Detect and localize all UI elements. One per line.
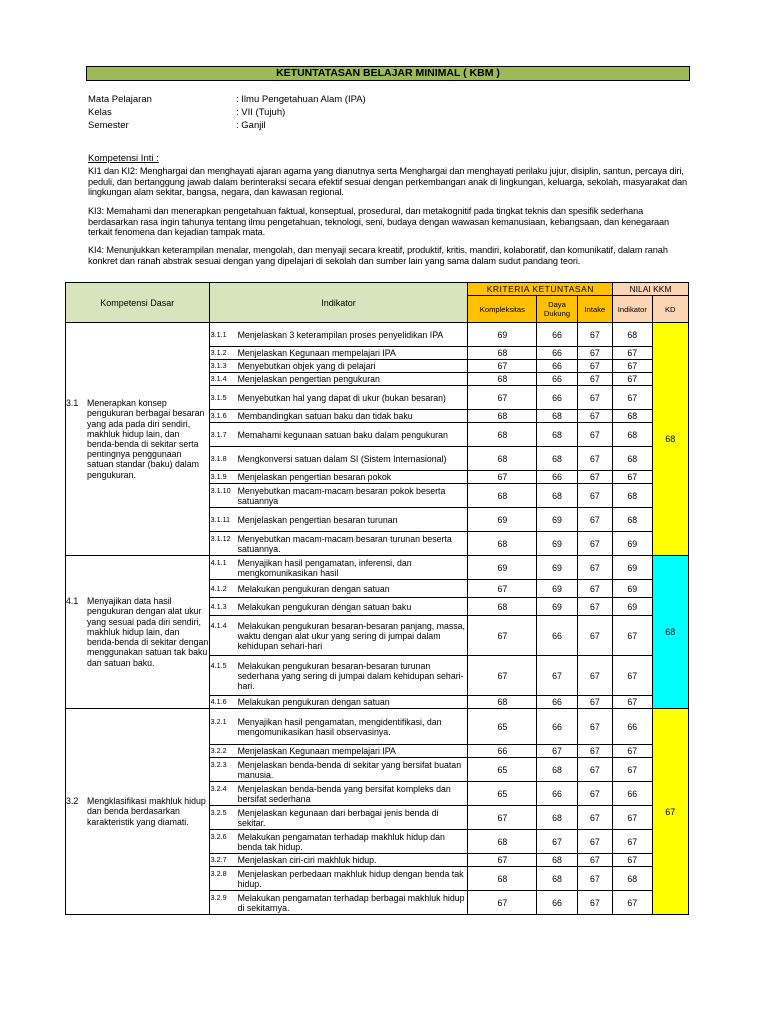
header-kompleksitas: Kompleksitas (468, 296, 537, 323)
nilai-indikator-value: 69 (613, 556, 652, 580)
kd-text: Menyajikan data hasil pengukuran dengan alat ukur yang sesuai pada diri sendiri, makhluk hidup lain, dan benda-benda di sekitar dengan menggunakan satuan tak baku dan satuan baku. (87, 596, 209, 668)
indikator-number: 3.1.12 (210, 533, 231, 543)
kompleksitas-value: 67 (468, 806, 537, 830)
indikator-cell (209, 323, 468, 347)
indikator-text: Menyebutkan hal yang dapat di ukur (bukan besaran) (237, 392, 446, 403)
nilai-indikator-value: 68 (613, 423, 652, 447)
indikator-text: Menjelaskan Kegunaan mempelajari IPA (237, 746, 396, 756)
indikator-number: 3.1.1 (210, 329, 227, 339)
page-title: KETUNTATASAN BELAJAR MINIMAL ( KBM ) (86, 66, 690, 81)
indikator-number: 3.1.8 (210, 453, 227, 463)
indikator-text: Menjelaskan Kegunaan mempelajari IPA (237, 348, 396, 358)
indikator-cell (209, 891, 468, 915)
kbm-table (65, 282, 689, 915)
nilai-indikator-value: 68 (613, 508, 652, 532)
intake-value: 67 (577, 532, 612, 556)
kd-number: 3.2 (66, 796, 79, 807)
indikator-number: 4.1.6 (210, 697, 227, 706)
intake-value: 67 (577, 580, 612, 598)
intake-value: 67 (577, 616, 612, 656)
indikator-number: 4.1.2 (210, 583, 227, 593)
kompleksitas-value: 68 (468, 830, 537, 854)
indikator-text: Melakukan pengukuran besaran-besaran panjang, massa, waktu dengan alat ukur yang sering di jumpai dalam kehidupan sehari-hari (237, 620, 465, 651)
meta-label: Kelas (88, 107, 112, 118)
indikator-cell (209, 423, 468, 447)
kompleksitas-value: 67 (468, 580, 537, 598)
kompleksitas-value: 68 (468, 347, 537, 360)
meta-value: : Ilmu Pengetahuan Alam (IPA) (236, 94, 366, 105)
kompetensi-dasar-cell (66, 323, 210, 556)
intake-value: 67 (577, 386, 612, 410)
daya-dukung-value: 68 (537, 758, 577, 782)
indikator-number: 3.2.7 (210, 855, 227, 864)
daya-dukung-value: 68 (537, 854, 577, 867)
indikator-number: 3.1.5 (210, 392, 227, 402)
intake-value: 67 (577, 484, 612, 508)
daya-dukung-value: 69 (537, 508, 577, 532)
header-kriteria-ketuntasan: KRITERIA KETUNTASAN (468, 283, 613, 296)
intake-value: 67 (577, 656, 612, 696)
daya-dukung-value: 66 (537, 782, 577, 806)
indikator-cell (209, 782, 468, 806)
nilai-indikator-value: 67 (613, 854, 652, 867)
indikator-cell (209, 656, 468, 696)
indikator-number: 3.2.2 (210, 746, 227, 755)
nilai-indikator-value: 68 (613, 323, 652, 347)
nilai-indikator-value: 67 (613, 656, 652, 696)
kompleksitas-value: 68 (468, 867, 537, 891)
daya-dukung-value: 68 (537, 484, 577, 508)
daya-dukung-value: 67 (537, 830, 577, 854)
indikator-cell (209, 532, 468, 556)
nilai-indikator-value: 67 (613, 806, 652, 830)
header-indikator: Indikator (209, 283, 468, 323)
intake-value: 67 (577, 556, 612, 580)
intake-value: 67 (577, 447, 612, 471)
header-kompetensi-dasar: Kompetensi Dasar (66, 283, 210, 323)
indikator-text: Melakukan pengamatan terhadap berbagai makhluk hidup di sekitarnya. (237, 892, 465, 913)
nilai-indikator-value: 67 (613, 386, 652, 410)
nilai-indikator-value: 67 (613, 347, 652, 360)
table-row (66, 709, 689, 745)
nilai-indikator-value: 68 (613, 447, 652, 471)
indikator-text: Menjelaskan ciri-ciri makhluk hidup. (237, 855, 377, 865)
intake-value: 67 (577, 508, 612, 532)
kompleksitas-value: 67 (468, 854, 537, 867)
nilai-indikator-value: 67 (613, 745, 652, 758)
indikator-number: 4.1.4 (210, 620, 227, 630)
indikator-text: Melakukan pengukuran dengan satuan baku (237, 601, 412, 612)
indikator-cell (209, 745, 468, 758)
intake-value: 67 (577, 373, 612, 386)
indikator-number: 3.2.9 (210, 892, 227, 902)
indikator-cell (209, 347, 468, 360)
indikator-cell (209, 806, 468, 830)
daya-dukung-value: 66 (537, 471, 577, 484)
indikator-number: 3.1.3 (210, 361, 227, 370)
kompleksitas-value: 67 (468, 471, 537, 484)
indikator-text: Menyajikan hasil pengamatan, mengidentifikasi, dan mengomunikasikan hasil observasinya. (237, 716, 442, 737)
nilai-kd-value: 68 (652, 556, 688, 709)
kompleksitas-value: 65 (468, 709, 537, 745)
header-kd-value: KD (652, 296, 688, 323)
nilai-indikator-value: 68 (613, 484, 652, 508)
indikator-cell (209, 508, 468, 532)
indikator-number: 4.1.1 (210, 557, 227, 567)
kd-text: Mengklasifikasi makhluk hidup dan benda berdasarkan karakteristik yang diamati. (87, 796, 206, 827)
nilai-indikator-value: 66 (613, 709, 652, 745)
indikator-text: Melakukan pengukuran dengan satuan (237, 697, 390, 707)
meta-label: Mata Pelajaran (88, 94, 152, 105)
indikator-text: Melakukan pengukuran dengan satuan (237, 583, 390, 594)
kompleksitas-value: 67 (468, 386, 537, 410)
intake-value: 67 (577, 806, 612, 830)
intake-value: 67 (577, 410, 612, 423)
nilai-indikator-value: 69 (613, 598, 652, 616)
ki1-ki2-paragraph: KI1 dan KI2: Menghargai dan menghayati ajaran agama yang dianutnya serta Menghargai dan menghayati perilaku jujur, disiplin, santun, percaya diri, peduli, dan bertanggung jawab dalam berinteraksi secara efektif sesuai dengan perkembangan anak di lingkungan, keluarga, sekolah, masyarakat dan lingkungan alam sekitar, bangsa, negara, dan kawasan regional. (88, 166, 688, 198)
kompleksitas-value: 65 (468, 782, 537, 806)
indikator-text: Menyebutkan objek yang di pelajari (237, 361, 376, 371)
daya-dukung-value: 67 (537, 656, 577, 696)
nilai-indikator-value: 67 (613, 696, 652, 709)
indikator-text: Menjelaskan perbedaan makhluk hidup dengan benda tak hidup. (237, 868, 464, 889)
table-row (66, 323, 689, 347)
indikator-cell (209, 616, 468, 656)
indikator-text: Menjelaskan pengertian besaran turunan (237, 514, 398, 525)
nilai-indikator-value: 67 (613, 373, 652, 386)
nilai-indikator-value: 68 (613, 867, 652, 891)
header-intake: Intake (577, 296, 612, 323)
nilai-indikator-value: 67 (613, 616, 652, 656)
intake-value: 67 (577, 347, 612, 360)
kompleksitas-value: 67 (468, 616, 537, 656)
indikator-text: Memahami kegunaan satuan baku dalam pengukuran (237, 429, 448, 440)
indikator-cell (209, 696, 468, 709)
daya-dukung-value: 66 (537, 616, 577, 656)
indikator-cell (209, 854, 468, 867)
daya-dukung-value: 66 (537, 373, 577, 386)
daya-dukung-value: 66 (537, 360, 577, 373)
daya-dukung-value: 67 (537, 745, 577, 758)
daya-dukung-value: 66 (537, 323, 577, 347)
intake-value: 67 (577, 423, 612, 447)
indikator-cell (209, 867, 468, 891)
indikator-cell (209, 709, 468, 745)
indikator-number: 3.2.6 (210, 831, 227, 841)
kompleksitas-value: 68 (468, 373, 537, 386)
intake-value: 67 (577, 830, 612, 854)
indikator-number: 3.2.5 (210, 807, 227, 817)
intake-value: 67 (577, 891, 612, 915)
kompleksitas-value: 69 (468, 508, 537, 532)
nilai-indikator-value: 69 (613, 532, 652, 556)
indikator-cell (209, 447, 468, 471)
indikator-text: Menjelaskan pengertian pengukuran (237, 374, 380, 384)
kompleksitas-value: 68 (468, 447, 537, 471)
intake-value: 67 (577, 854, 612, 867)
nilai-kd-value: 68 (652, 323, 688, 556)
indikator-text: Melakukan pengamatan terhadap makhluk hidup dan benda tak hidup. (237, 831, 445, 852)
daya-dukung-value: 68 (537, 806, 577, 830)
ki3-paragraph: KI3: Memahami dan menerapkan pengetahuan faktual, konseptual, prosedural, dan metakognitif pada tingkat teknis dan spesifik sederhana berdasarkan rasa ingin tahunya tentang ilmu pengetahuan, teknologi, seni, budaya dengan wawasan kemanusiaan, kebangsaan, dan kenegaraan terkait fenomena dan kejadian tampak mata. (88, 206, 670, 238)
kd-number: 3.1 (66, 398, 79, 409)
kompetensi-dasar-cell (66, 709, 210, 915)
meta-label: Semester (88, 120, 129, 131)
daya-dukung-value: 69 (537, 556, 577, 580)
indikator-number: 4.1.5 (210, 660, 227, 670)
kompleksitas-value: 67 (468, 360, 537, 373)
indikator-cell (209, 373, 468, 386)
indikator-text: Membandingkan satuan baku dan tidak baku (237, 411, 413, 421)
intake-value: 67 (577, 471, 612, 484)
intake-value: 67 (577, 758, 612, 782)
kompleksitas-value: 68 (468, 696, 537, 709)
indikator-number: 3.2.8 (210, 868, 227, 878)
indikator-number: 3.1.4 (210, 374, 227, 383)
kompleksitas-value: 69 (468, 556, 537, 580)
daya-dukung-value: 66 (537, 386, 577, 410)
indikator-cell (209, 556, 468, 580)
daya-dukung-value: 66 (537, 891, 577, 915)
daya-dukung-value: 68 (537, 410, 577, 423)
indikator-text: Menjelaskan kegunaan dari berbagai jenis benda di sekitar. (237, 807, 439, 828)
nilai-indikator-value: 67 (613, 758, 652, 782)
header-indikator-value: Indikator (613, 296, 652, 323)
indikator-text: Menyebutkan macam-macam besaran pokok beserta satuannya (237, 485, 446, 506)
intake-value: 67 (577, 696, 612, 709)
daya-dukung-value: 69 (537, 532, 577, 556)
kompleksitas-value: 68 (468, 423, 537, 447)
indikator-text: Menjelaskan pengertian besaran pokok (237, 472, 392, 482)
kbm-table-body (66, 323, 689, 915)
indikator-text: Menyebutkan macam-macam besaran turunan beserta satuannya. (237, 533, 452, 554)
table-row (66, 556, 689, 580)
intake-value: 67 (577, 360, 612, 373)
indikator-number: 3.2.4 (210, 783, 227, 793)
header-daya-dukung: Daya Dukung (537, 296, 577, 323)
indikator-number: 3.1.6 (210, 411, 227, 420)
daya-dukung-value: 69 (537, 580, 577, 598)
daya-dukung-value: 68 (537, 423, 577, 447)
kompleksitas-value: 68 (468, 532, 537, 556)
indikator-cell (209, 830, 468, 854)
indikator-number: 3.1.9 (210, 472, 227, 481)
indikator-number: 3.2.1 (210, 716, 227, 726)
kompleksitas-value: 68 (468, 410, 537, 423)
indikator-cell (209, 484, 468, 508)
indikator-text: Menjelaskan 3 keterampilan proses penyelidikan IPA (237, 329, 444, 340)
nilai-kd-value: 67 (652, 709, 688, 915)
indikator-cell (209, 360, 468, 373)
daya-dukung-value: 68 (537, 867, 577, 891)
ki4-paragraph: KI4: Menunjukkan keterampilan menalar, mengolah, dan menyaji secara kreatif, produktif, kritis, mandiri, kolaboratif, dan komunikatif, dalam ranah konkret dan ranah abstrak sesuai dengan yang dipelajari di sekolah dan sumber lain yang sama dalam sudut pandang teori. (88, 245, 668, 266)
intake-value: 67 (577, 709, 612, 745)
daya-dukung-value: 66 (537, 696, 577, 709)
indikator-text: Melakukan pengukuran besaran-besaran turunan sederhana yang sering di jumpai dalam kehidupan sehari-hari. (237, 660, 464, 691)
kompetensi-dasar-cell (66, 556, 210, 709)
indikator-number: 3.1.2 (210, 348, 227, 357)
indikator-text: Menjelaskan benda-benda di sekitar yang bersifat buatan manusia. (237, 759, 462, 780)
kompetensi-inti-heading: Kompetensi Inti : (88, 153, 159, 164)
intake-value: 67 (577, 598, 612, 616)
indikator-number: 3.1.7 (210, 429, 227, 439)
indikator-cell (209, 598, 468, 616)
intake-value: 67 (577, 782, 612, 806)
meta-value: : VII (Tujuh) (236, 107, 286, 118)
indikator-cell (209, 580, 468, 598)
kompleksitas-value: 68 (468, 484, 537, 508)
indikator-cell (209, 410, 468, 423)
kompleksitas-value: 67 (468, 891, 537, 915)
nilai-indikator-value: 67 (613, 830, 652, 854)
indikator-number: 3.1.11 (210, 514, 231, 524)
nilai-indikator-value: 67 (613, 891, 652, 915)
indikator-cell (209, 471, 468, 484)
nilai-indikator-value: 68 (613, 410, 652, 423)
meta-value: : Ganjil (236, 120, 266, 131)
intake-value: 67 (577, 323, 612, 347)
kd-text: Menerapkan konsep pengukuran berbagai besaran yang ada pada diri sendiri, makhluk hidup lain, dan benda-benda di sekitar serta pentingnya penggunaan satuan standar (baku) dalam pengukuran. (87, 398, 205, 480)
intake-value: 67 (577, 867, 612, 891)
daya-dukung-value: 68 (537, 447, 577, 471)
indikator-number: 3.1.10 (210, 485, 231, 495)
kompleksitas-value: 69 (468, 323, 537, 347)
kompleksitas-value: 65 (468, 758, 537, 782)
nilai-indikator-value: 66 (613, 782, 652, 806)
daya-dukung-value: 66 (537, 709, 577, 745)
indikator-text: Menjelaskan benda-benda yang bersifat kompleks dan bersifat sederhana (237, 783, 451, 804)
kompleksitas-value: 67 (468, 656, 537, 696)
kompleksitas-value: 68 (468, 598, 537, 616)
indikator-text: Mengkonversi satuan dalam SI (Sistem Internasional) (237, 453, 447, 464)
header-nilai-kkm: NILAI KKM (613, 283, 689, 296)
indikator-cell (209, 758, 468, 782)
indikator-text: Menyajikan hasil pengamatan, inferensi, dan mengkomunikasikan hasil (237, 557, 412, 578)
daya-dukung-value: 66 (537, 347, 577, 360)
daya-dukung-value: 69 (537, 598, 577, 616)
nilai-indikator-value: 69 (613, 580, 652, 598)
indikator-number: 3.2.3 (210, 759, 227, 769)
nilai-indikator-value: 67 (613, 360, 652, 373)
nilai-indikator-value: 67 (613, 471, 652, 484)
kd-number: 4.1 (66, 596, 79, 607)
kompleksitas-value: 66 (468, 745, 537, 758)
intake-value: 67 (577, 745, 612, 758)
indikator-number: 4.1.3 (210, 601, 227, 611)
indikator-cell (209, 386, 468, 410)
